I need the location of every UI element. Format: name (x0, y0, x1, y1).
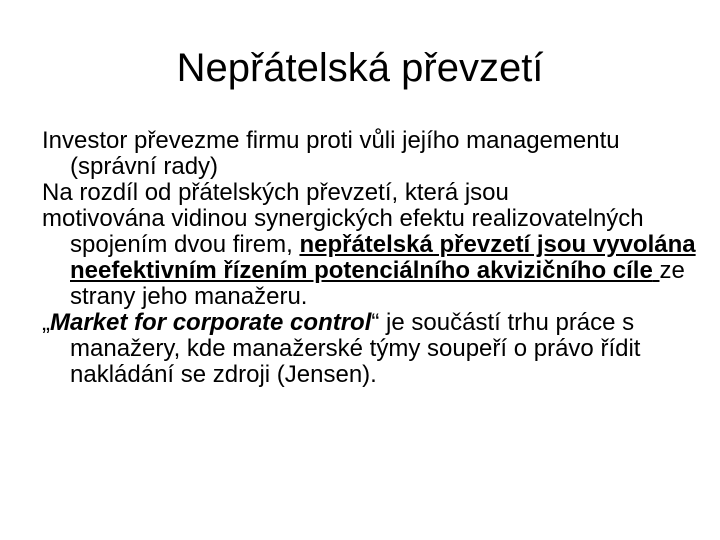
manager-text: ze strany jeho manažeru. (70, 257, 685, 310)
paragraph-hostile-motivation (42, 206, 702, 310)
motivation-text: motivována vidinou synergických efektu realizovatelných spojením dvou firem, (42, 205, 644, 258)
open-quote: „ (42, 309, 50, 336)
market-for-corporate-control-term: Market for corporate control (50, 309, 372, 336)
paragraph-hostile-definition: Investor převezme firmu proti vůli jejího managementu (správní rady) (42, 127, 620, 180)
slide-title: Nepřátelská převzetí (176, 46, 544, 90)
paragraph-friendly-intro: Na rozdíl od přátelských převzetí, která jsou (42, 179, 509, 206)
paragraph-market-for-control (42, 310, 702, 388)
market-description: “ je součástí trhu práce s manažery, kde manažerské týmy soupeří o právo řídit nakládání se zdroji (Jensen). (70, 309, 641, 388)
emphasized-hostile-cause: nepřátelská převzetí jsou vyvolána neefektivním řízením potenciálního akvizičního cíle (70, 231, 696, 284)
slide-body (42, 128, 702, 388)
underlined-space (653, 257, 660, 284)
